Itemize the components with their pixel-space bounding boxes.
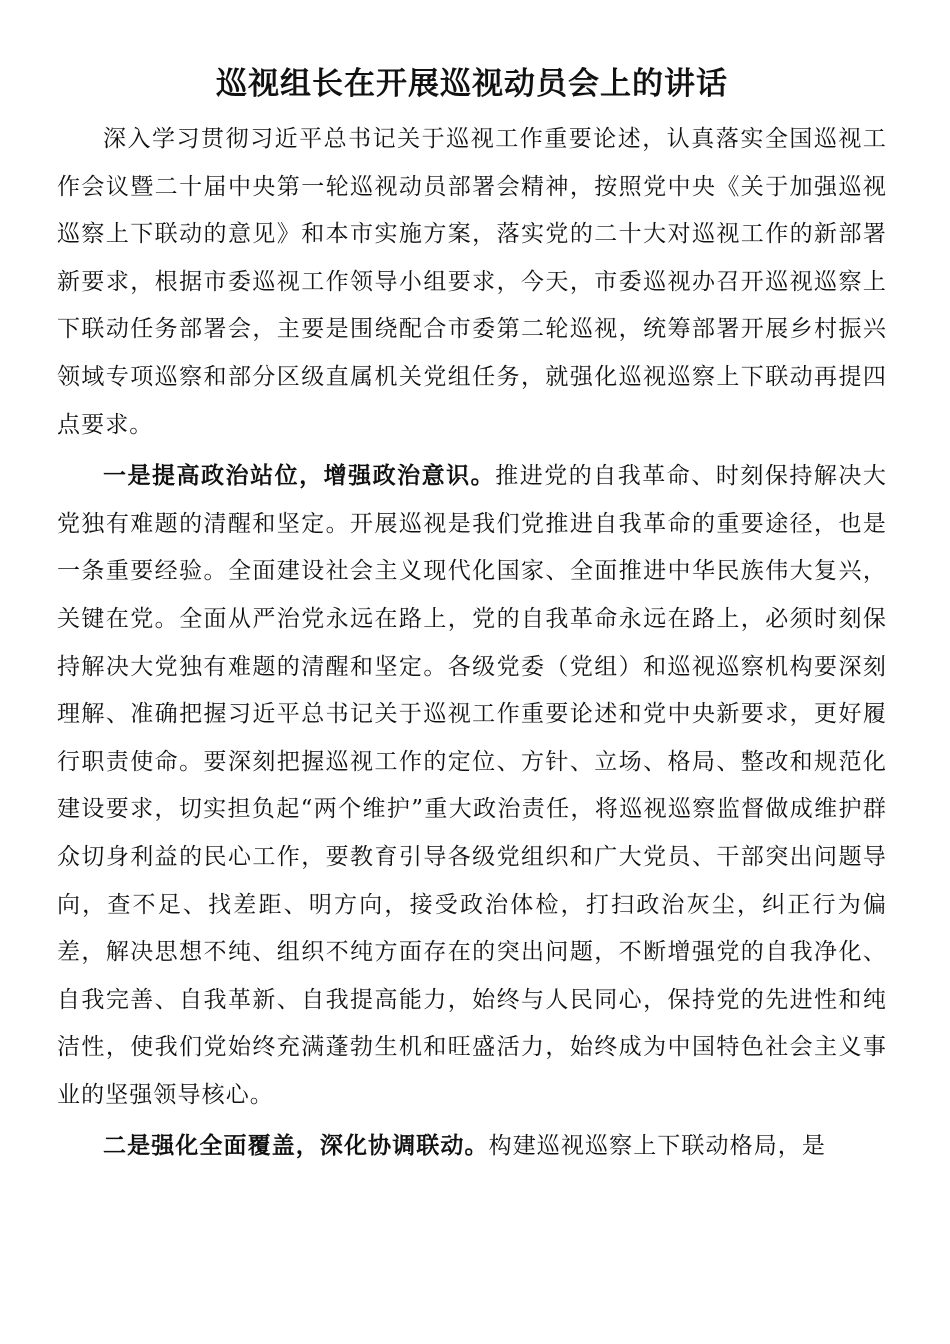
intro-paragraph: 深入学习贯彻习近平总书记关于巡视工作重要论述，认真落实全国巡视工作会议暨二十届中央第一轮巡视动员部署会精神，按照党中央《关于加强巡视巡察上下联动的意见》和本市实施方案，落实党的二十大对巡视工作的新部署新要求，根据市委巡视工作领导小组要求，今天，市委巡视办召开巡视巡察上下联动任务部署会，主要是围绕配合市委第二轮巡视，统筹部署开展乡村振兴领域专项巡察和部分区级直属机关党组任务，就强化巡视巡察上下联动再提四点要求。 (57, 126, 887, 438)
section-paragraph-1 (57, 453, 887, 1119)
section-1-body: 推进党的自我革命、时刻保持解决大党独有难题的清醒和坚定。开展巡视是我们党推进自我革命的重要途径，也是一条重要经验。全面建设社会主义现代化国家、全面推进中华民族伟大复兴，关键在党。全面从严治党永远在路上，党的自我革命永远在路上，必须时刻保持解决大党独有难题的清醒和坚定。各级党委（党组）和巡视巡察机构要深刻理解、准确把握习近平总书记关于巡视工作重要论述和党中央新要求，更好履行职责使命。要深刻把握巡视工作的定位、方针、立场、格局、整改和规范化建设要求，切实担负起“两个维护”重大政治责任，将巡视巡察监督做成维护群众切身利益的民心工作，要教育引导各级党组织和广大党员、干部突出问题导向，查不足、找差距、明方向，接受政治体检，打扫政治灰尘，纠正行为偏差，解决思想不纯、组织不纯方面存在的突出问题，不断增强党的自我净化、自我完善、自我革新、自我提高能力，始终与人民同心，保持党的先进性和纯洁性，使我们党始终充满蓬勃生机和旺盛活力，始终成为中国特色社会主义事业的坚强领导核心。 (57, 463, 887, 1108)
section-2-lead: 二是强化全面覆盖，深化协调联动。 (103, 1133, 489, 1160)
section-paragraph-2 (57, 1123, 887, 1171)
section-1-lead: 一是提高政治站位，增强政治意识。 (103, 463, 496, 490)
section-2-body: 构建巡视巡察上下联动格局，是 (488, 1133, 827, 1160)
document-page (57, 62, 887, 1175)
document-title: 巡视组长在开展巡视动员会上的讲话 (216, 66, 728, 102)
